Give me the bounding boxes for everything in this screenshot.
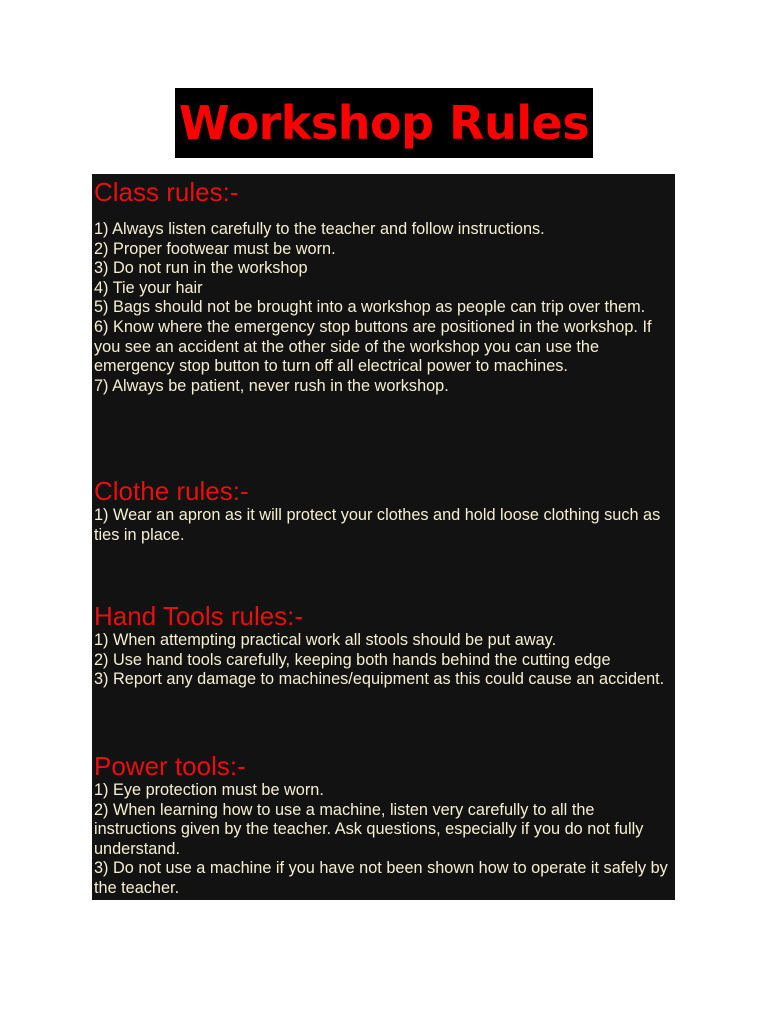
list-item: 2) Proper footwear must be worn. bbox=[94, 239, 336, 258]
list-item: 4) Tie your hair bbox=[94, 278, 203, 297]
list-item: 2) Use hand tools carefully, keeping both hands behind the cutting edge bbox=[94, 650, 611, 669]
rules-panel bbox=[92, 174, 675, 900]
page-title: Workshop Rules bbox=[178, 96, 590, 150]
list-item: 2) When learning how to use a machine, listen very carefully to all the instructions given by the teacher. Ask questions, especially if you do not fully understand. bbox=[94, 800, 644, 858]
rules-list bbox=[94, 631, 675, 690]
list-item: 6) Know where the emergency stop buttons are positioned in the workshop. If you see an accident at the other side of the workshop you can use the emergency stop button to turn off all electrical power to machines. bbox=[94, 317, 652, 376]
section-clothe-rules bbox=[94, 476, 675, 545]
section-power-tools bbox=[94, 751, 675, 899]
list-item: 1) Eye protection must be worn. bbox=[94, 781, 324, 799]
list-item: 5) Bags should not be brought into a workshop as people can trip over them. bbox=[94, 298, 646, 317]
list-item: 3) Do not run in the workshop bbox=[94, 259, 308, 278]
section-heading: Class rules:- bbox=[94, 177, 239, 207]
list-item: 3) Report any damage to machines/equipment as this could cause an accident. bbox=[94, 670, 665, 689]
list-item: 1) Always listen carefully to the teacher and follow instructions. bbox=[94, 220, 545, 238]
section-heading: Power tools:- bbox=[94, 751, 246, 781]
list-item: 1) Wear an apron as it will protect your clothes and hold loose clothing such as ties in place. bbox=[94, 506, 661, 544]
rules-list bbox=[94, 506, 675, 545]
list-item: 7) Always be patient, never rush in the workshop. bbox=[94, 376, 449, 395]
section-heading: Hand Tools rules:- bbox=[94, 601, 304, 631]
section-hand-tools-rules bbox=[94, 601, 675, 690]
section-class-rules bbox=[94, 177, 675, 396]
list-item: 3) Do not use a machine if you have not been shown how to operate it safely by the teacher. bbox=[94, 859, 668, 897]
list-item: 1) When attempting practical work all stools should be put away. bbox=[94, 631, 557, 649]
rules-list bbox=[94, 781, 675, 899]
rules-list bbox=[94, 220, 675, 396]
title-banner bbox=[175, 88, 593, 158]
section-heading: Clothe rules:- bbox=[94, 476, 249, 506]
